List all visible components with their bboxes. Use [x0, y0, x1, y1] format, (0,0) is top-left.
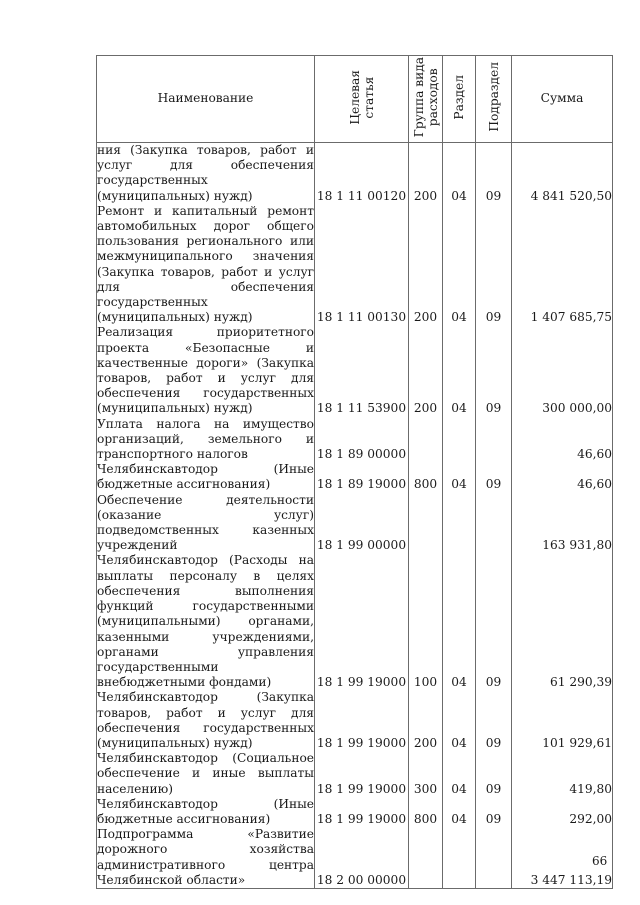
header-group: Группа вида расходов [409, 56, 443, 143]
row-section: 04 [443, 462, 476, 492]
row-section: 04 [443, 553, 476, 690]
row-subsection: 09 [476, 751, 512, 797]
row-subsection: 09 [476, 143, 512, 204]
row-group: 200 [409, 204, 443, 326]
row-group: 800 [409, 797, 443, 827]
table-row [97, 553, 613, 690]
row-name: Челябинскавтодор (Иные бюджетные ассигнования) [97, 462, 314, 492]
row-name: Уплата налога на имущество организаций, земельного и транспортного налогов [97, 416, 314, 462]
table-row [97, 797, 613, 827]
row-target: 18 1 11 53900 [315, 325, 409, 416]
row-section: 04 [443, 325, 476, 416]
row-target: 18 1 11 00130 [315, 204, 409, 326]
row-section: 04 [443, 797, 476, 827]
row-target: 18 1 11 00120 [315, 143, 409, 204]
row-subsection [476, 417, 512, 463]
row-name: Обеспечение деятельности (оказание услуг) подведомственных казенных учреждений [97, 492, 314, 553]
table-header-row [97, 56, 613, 143]
table-row [97, 827, 613, 888]
row-section [443, 417, 476, 463]
row-group: 200 [409, 143, 443, 204]
table-row [97, 143, 613, 204]
row-subsection: 09 [476, 462, 512, 492]
row-target: 18 1 89 19000 [315, 462, 409, 492]
row-name: Челябинскавтодор (Социальное обеспечение и иные выплаты населению) [97, 751, 314, 796]
row-target: 18 1 99 19000 [315, 797, 409, 827]
table-row [97, 690, 613, 751]
row-group [409, 417, 443, 463]
row-section [443, 493, 476, 554]
row-name: Челябинскавтодор (Расходы на выплаты персоналу в целях обеспечения выполнения функций государственными (муниципальными) органами, казенными учреждениями, органами управления государственными внебюджетными фондами) [97, 553, 314, 690]
row-name: Реализация приоритетного проекта «Безопасные и качественные дороги» (Закупка товаров, работ и услуг для обеспечения государственных (муниципальных) нужд) [97, 325, 314, 416]
row-target: 18 1 99 19000 [315, 751, 409, 797]
row-sum: 1 407 685,75 [512, 204, 613, 326]
row-section: 04 [443, 751, 476, 797]
header-sum: Сумма [512, 56, 613, 143]
row-name: ния (Закупка товаров, работ и услуг для обеспечения государственных (муниципальных) нужд) [97, 143, 314, 203]
page-number: 66 [592, 854, 608, 868]
row-target: 18 1 99 00000 [315, 493, 409, 554]
row-sum: 46,60 [512, 417, 613, 463]
row-name: Челябинскавтодор (Закупка товаров, работ и услуг для обеспечения государственных (муниципальных) нужд) [97, 690, 314, 750]
row-subsection [476, 827, 512, 888]
row-name: Подпрограмма «Развитие дорожного хозяйства административного центра Челябинской области» [97, 827, 314, 887]
row-subsection: 09 [476, 690, 512, 751]
row-sum: 4 841 520,50 [512, 143, 613, 204]
table-row [97, 462, 613, 492]
row-sum: 419,80 [512, 751, 613, 797]
row-subsection: 09 [476, 797, 512, 827]
row-section: 04 [443, 690, 476, 751]
row-section [443, 827, 476, 888]
table-row [97, 751, 613, 797]
row-subsection: 09 [476, 204, 512, 326]
table-row [97, 417, 613, 463]
header-section: Раздел [443, 56, 476, 143]
row-target: 18 1 89 00000 [315, 417, 409, 463]
row-group: 800 [409, 462, 443, 492]
row-sum: 3 447 113,19 [512, 827, 613, 888]
row-group: 300 [409, 751, 443, 797]
budget-table [96, 55, 613, 889]
row-group [409, 827, 443, 888]
row-section: 04 [443, 204, 476, 326]
row-sum: 300 000,00 [512, 325, 613, 416]
row-group: 100 [409, 553, 443, 690]
header-target: Целевая статья [315, 56, 409, 143]
row-name: Челябинскавтодор (Иные бюджетные ассигнования) [97, 796, 314, 826]
row-group: 200 [409, 690, 443, 751]
table-row [97, 204, 613, 326]
row-sum: 163 931,80 [512, 493, 613, 554]
row-target: 18 1 99 19000 [315, 553, 409, 690]
row-name: Ремонт и капитальный ремонт автомобильных дорог общего пользования регионального или межмуниципального значения (Закупка товаров, работ и услуг для обеспечения государственных (муниципальных) нужд) [97, 203, 314, 325]
row-target: 18 1 99 19000 [315, 690, 409, 751]
table-row [97, 493, 613, 554]
row-subsection: 09 [476, 553, 512, 690]
row-sum: 46,60 [512, 462, 613, 492]
row-section: 04 [443, 143, 476, 204]
row-subsection [476, 493, 512, 554]
row-group [409, 493, 443, 554]
header-subsection: Подраздел [476, 56, 512, 143]
row-subsection: 09 [476, 325, 512, 416]
row-target: 18 2 00 00000 [315, 827, 409, 888]
row-sum: 101 929,61 [512, 690, 613, 751]
table-row [97, 325, 613, 416]
row-sum: 292,00 [512, 797, 613, 827]
row-sum: 61 290,39 [512, 553, 613, 690]
header-name: Наименование [97, 56, 315, 143]
row-group: 200 [409, 325, 443, 416]
